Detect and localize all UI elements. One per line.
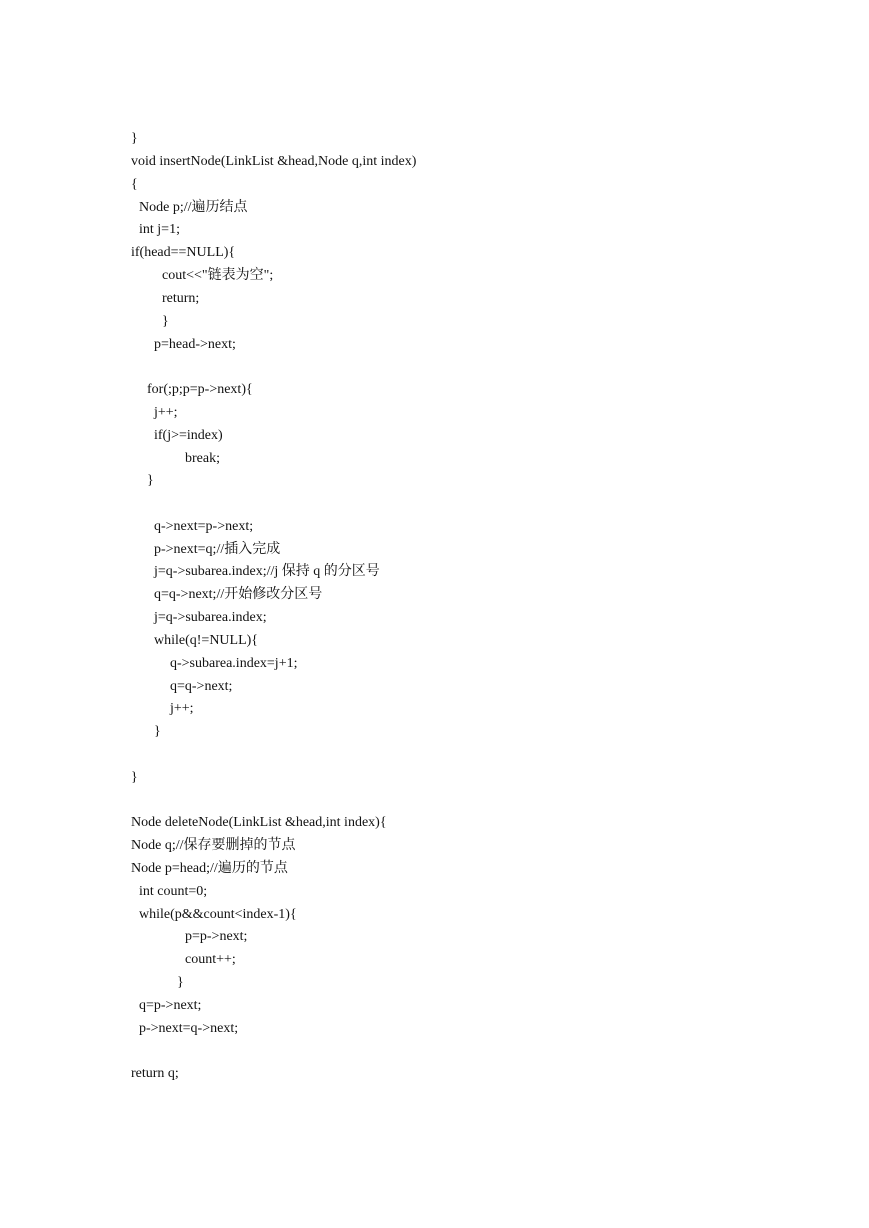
code-line: } [162, 314, 169, 329]
code-line: q->next=p->next; [154, 519, 254, 534]
code-line: int j=1; [139, 222, 180, 237]
code-line: return; [162, 291, 200, 306]
code-line: while(p&&count<index-1){ [139, 907, 297, 922]
code-line: j++; [170, 701, 194, 716]
code-line: Node p=head;//遍历的节点 [131, 861, 288, 876]
code-line: q=q->next;//开始修改分区号 [154, 587, 323, 602]
code-line: } [154, 724, 161, 739]
code-line: count++; [185, 952, 236, 967]
code-line: p=head->next; [154, 337, 236, 352]
code-line: p->next=q->next; [139, 1021, 239, 1036]
code-line: q=p->next; [139, 998, 202, 1013]
code-line: void insertNode(LinkList &head,Node q,int index) [131, 154, 417, 169]
code-line: while(q!=NULL){ [154, 633, 259, 648]
code-line: q->subarea.index=j+1; [170, 656, 298, 671]
code-line: int count=0; [139, 884, 208, 899]
code-line: } [177, 975, 184, 990]
code-line: for(;p;p=p->next){ [147, 382, 253, 397]
code-line: j=q->subarea.index;//j 保持 q 的分区号 [154, 564, 380, 579]
code-line: Node q;//保存要删掉的节点 [131, 838, 296, 853]
code-line: q=q->next; [170, 679, 233, 694]
code-line: return q; [131, 1066, 179, 1081]
code-line: } [131, 131, 138, 146]
code-line: break; [185, 451, 220, 466]
code-line: j++; [154, 405, 178, 420]
code-line: } [147, 473, 154, 488]
code-line: cout<<"链表为空"; [162, 268, 274, 283]
code-line: if(j>=index) [154, 428, 223, 443]
code-line: } [131, 770, 138, 785]
code-line: Node p;//遍历结点 [139, 200, 248, 215]
code-line: p->next=q;//插入完成 [154, 542, 281, 557]
code-line: if(head==NULL){ [131, 245, 236, 260]
code-line: Node deleteNode(LinkList &head,int index){ [131, 815, 387, 830]
code-line: { [131, 177, 138, 192]
code-line: j=q->subarea.index; [154, 610, 267, 625]
code-line: p=p->next; [185, 929, 248, 944]
